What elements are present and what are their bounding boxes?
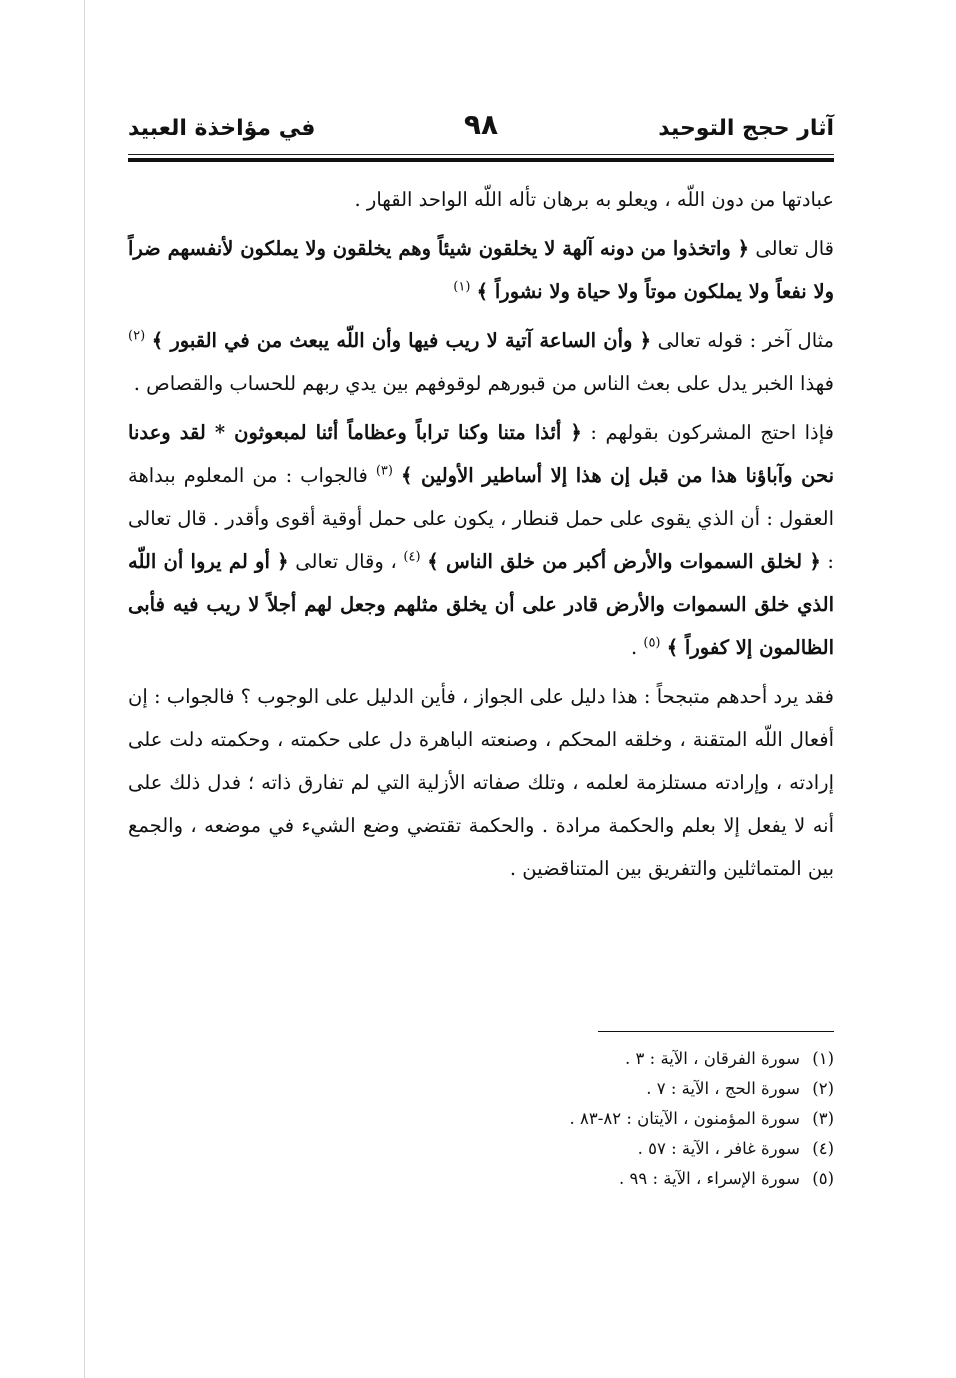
footnote-ref: (٣) — [375, 463, 393, 479]
p4-mid: فالجواب : من المعلوم ببداهة العقول : أن الذي يقوى على حمل قنطار ، يكون على حمل أوقية أقوى وأقدر . قال تعالى : — [128, 464, 835, 573]
footnote-separator — [598, 1031, 834, 1032]
paragraph-2 — [128, 227, 834, 313]
footnote-text: سورة الإسراء ، الآية : ٩٩ . — [618, 1169, 800, 1188]
quran-verse: ﴿ أئذا متنا وكنا تراباً وعظاماً أئنا لمبعوثون * لقد وعدنا نحن وآباؤنا هذا من قبل إن هذا إلا أساطير الأولين ﴾ — [128, 421, 834, 487]
footnote-item — [430, 1044, 834, 1074]
main-text — [128, 178, 834, 890]
page-header — [128, 108, 834, 154]
page-number: ٩٨ — [463, 108, 499, 141]
footnote-item — [430, 1164, 834, 1194]
paragraph-3 — [128, 319, 834, 405]
footnote-text: سورة المؤمنون ، الآيتان : ٨٢-٨٣ . — [569, 1109, 800, 1128]
quran-verse: ﴿ لخلق السموات والأرض أكبر من خلق الناس ﴾ — [427, 550, 821, 573]
book-title: آثار حجج التوحيد — [658, 116, 834, 141]
footnote-item — [430, 1104, 834, 1134]
p4-end: . — [630, 636, 644, 659]
footnote-text: سورة غافر ، الآية : ٥٧ . — [637, 1139, 800, 1158]
quran-verse: ﴿ واتخذوا من دونه آلهة لا يخلقون شيئاً وهم يخلقون ولا يملكون لأنفسهم ضراً ولا نفعاً ولا يملكون موتاً ولا حياة ولا نشوراً ﴾ — [128, 237, 834, 303]
footnote-number: (٣) — [812, 1109, 834, 1128]
scan-edge-line — [84, 0, 85, 1378]
footnote-ref: (٥) — [643, 635, 661, 651]
chapter-title: في مؤاخذة العبيد — [128, 116, 316, 141]
quran-verse: ﴿ وأن الساعة آتية لا ريب فيها وأن اللّه يبعث من في القبور ﴾ — [151, 329, 652, 352]
p4-mid2: ، وقال تعالى — [288, 550, 404, 573]
footnote-number: (١) — [812, 1049, 834, 1068]
footnote-ref: (١) — [453, 279, 471, 295]
p4-intro: فإذا احتج المشركون بقولهم : — [581, 421, 835, 444]
footnote-number: (٥) — [812, 1169, 834, 1188]
quran-verse: ﴿ أو لم يروا أن اللّه الذي خلق السموات والأرض قادر على أن يخلق مثلهم وجعل لهم أجلاً لا ريب فيه فأبى الظالمون إلا كفوراً ﴾ — [128, 550, 834, 659]
footnote-number: (٤) — [812, 1139, 834, 1158]
p3-rest: فهذا الخبر يدل على بعث الناس من قبورهم لوقوفهم بين يدي ربهم للحساب والقصاص . — [133, 372, 834, 395]
paragraph-1: عبادتها من دون اللّه ، ويعلو به برهان تأله اللّه الواحد القهار . — [354, 188, 834, 211]
header-rule-thin — [128, 154, 834, 155]
footnote-ref: (٢) — [128, 328, 146, 344]
paragraph-4 — [128, 411, 834, 669]
footnote-ref: (٤) — [403, 549, 421, 565]
footnote-item — [430, 1074, 834, 1104]
footnotes — [430, 1044, 834, 1194]
footnote-number: (٢) — [812, 1079, 834, 1098]
header-rule-thick — [128, 158, 834, 162]
paragraph-5: فقد يرد أحدهم متبجحاً : هذا دليل على الجواز ، فأين الدليل على الوجوب ؟ فالجواب : إن أفعال اللّه المتقنة ، وخلقه المحكم ، وصنعته الباهرة دل على حكمته ، وحكمته دلت على إرادته ، وإرادته مستلزمة لعلمه ، وتلك صفاته الأزلية التي لم تفارق ذاته ؛ فدل ذلك على أنه لا يفعل إلا بعلم والحكمة مرادة . والحكمة تقتضي وضع الشيء في موضعه ، والجمع بين المتماثلين والتفريق بين المتناقضين . — [128, 685, 834, 880]
p3-intro: مثال آخر : قوله تعالى — [651, 329, 834, 352]
p2-intro: قال تعالى — [749, 237, 834, 260]
footnote-text: سورة الحج ، الآية : ٧ . — [646, 1079, 800, 1098]
footnote-item — [430, 1134, 834, 1164]
footnote-text: سورة الفرقان ، الآية : ٣ . — [625, 1049, 800, 1068]
